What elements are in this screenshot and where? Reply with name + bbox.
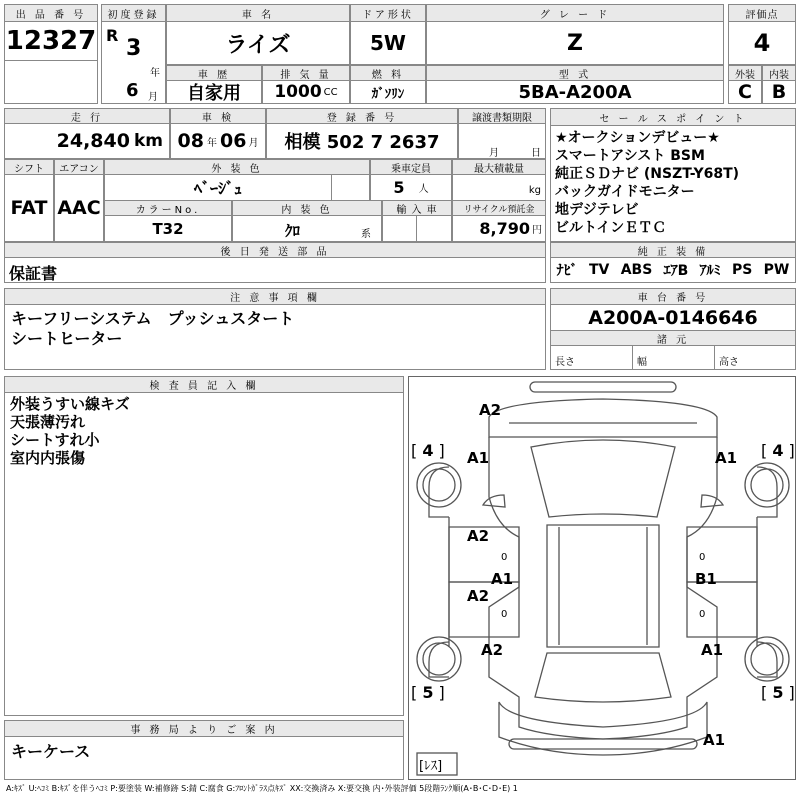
ext-color: ﾍﾞｰｼﾞｭ [104,174,332,201]
displacement-cell [262,80,350,104]
insp-month-unit: 月 [248,137,259,149]
color-no: T32 [104,215,232,242]
sales-line: ビルトインＥＴＣ [555,220,667,236]
tire-depth: [ 4 ] [411,441,445,460]
import-blank-1 [382,215,417,242]
capacity-unit: 人 [418,184,429,195]
reg-number: 相模 502 7 2637 [266,123,458,159]
damage-mark: A1 [467,449,490,467]
mileage-unit: km [133,131,163,151]
chassis-number: A200A-0146646 [550,304,796,331]
tire-depth-value: 5 [772,683,784,702]
insp-year: 08 [177,130,204,152]
office-text: キーケース [11,742,91,761]
model: 5BA-A200A [426,80,724,104]
office-body [4,736,404,780]
height-label: 高さ [719,357,739,368]
mileage-label: 走 行 [4,108,170,124]
score: 4 [728,21,796,65]
car-diagram [408,376,796,780]
capacity: 5 [393,178,405,197]
dims-label: 諸 元 [550,330,796,346]
fuel-label: 燃 料 [350,65,426,81]
import-label: 輸 入 車 [382,200,452,216]
int-color: ｸﾛ [285,222,301,240]
header-section [4,4,796,104]
grade-label: グ レ ー ド [426,4,724,22]
first-reg-label: 初度登録 [101,4,166,22]
inspection-label: 車 検 [170,108,266,124]
int-color-label: 内 装 色 [232,200,382,216]
tire-depth-value: 5 [422,683,434,702]
grade: Z [426,21,724,65]
shift: FAT [4,174,54,242]
inspector-line: 外装うすい線キズ [10,395,130,413]
lot-number: 12327 [4,21,98,61]
reg-year-unit: 年 [150,68,160,79]
damage-mark: A2 [481,641,504,659]
inspector-line: 天張薄汚れ [10,413,86,431]
damage-mark: A2 [479,401,502,419]
score-label: 評価点 [728,4,796,22]
history-label: 車 歴 [166,65,262,81]
reg-year: 3 [126,36,142,61]
tire-depth: [ 5 ] [761,683,795,702]
notes-label: 注 意 事 項 欄 [4,288,546,305]
mileage-cell [4,123,170,159]
sales-line: ★オークションデビュー★ [555,130,720,146]
reg-label: 登 録 番 号 [266,108,458,124]
interior-grade: B [762,80,796,104]
transfer-label: 譲渡書類期限 [458,108,546,124]
fuel: ｶﾞｿﾘﾝ [350,80,426,104]
door-zero: 0 [699,552,706,563]
displacement-unit: CC [323,86,338,98]
recycle-cell [452,215,546,242]
inspector-label: 検 査 員 記 入 欄 [4,376,404,393]
insp-month: 06 [220,130,247,152]
equipment-list [550,257,796,283]
damage-mark: A1 [715,449,738,467]
exterior-label: 外装 [728,65,762,81]
length-label: 長さ [555,357,575,368]
damage-mark: A2 [467,587,490,605]
int-color-cell [232,215,382,242]
door-label: ドア形状 [350,4,426,22]
door-type: 5W [350,21,426,65]
recycle-unit: 円 [532,225,542,236]
mileage: 24,840 [56,130,130,152]
door-zero: 0 [699,609,706,620]
sales-line: スマートアシスト BSM [555,148,705,164]
later-parts: 保証書 [9,264,58,283]
ext-color-label: 外 装 色 [104,159,370,175]
damage-mark: B1 [695,570,717,588]
reg-month: 6 [126,80,139,101]
damage-mark: A2 [467,527,490,545]
details-section [4,108,546,283]
recycle-label: リサイクル預託金 [452,200,546,216]
displacement: 1000 [274,82,322,102]
interior-label: 内装 [762,65,796,81]
damage-mark: A1 [701,641,724,659]
chassis-label: 車 台 番 号 [550,288,796,305]
transfer-cell [458,123,546,159]
door-zero: 0 [501,609,508,620]
equipment-item: PS [731,262,753,278]
equipment-item: PW [763,262,790,278]
transfer-day-unit: 日 [531,148,541,159]
displacement-label: 排 気 量 [262,65,350,81]
inspector-body [4,392,404,716]
era: R [106,26,119,45]
sales-label: セ ー ル ス ポ イ ン ト [550,108,796,126]
door-zero: 0 [501,552,508,563]
equipment-item: ｱﾙﾐ [699,263,721,279]
later-cell [4,257,546,283]
legend: A:ｷｽﾞ U:ﾍｺﾐ B:ｷｽﾞを伴うﾍｺﾐ P:要塗装 W:補修跡 S:錆 C:腐食 G:ﾌﾛﾝﾄｶﾞﾗｽ点ｷｽﾞ XX:交換済み X:要交換 内･外装評価 5段階ﾗﾝｸ順(A･B･C･D･E) 1 [6,784,518,793]
import-blank-2 [416,215,452,242]
tire-depth-value: 4 [772,441,784,460]
int-color-unit: 系 [361,229,371,240]
reg-month-unit: 月 [148,92,158,103]
first-reg-cell [101,21,166,104]
office-label: 事 務 局 よ り ご 案 内 [4,720,404,737]
sales-line: 純正ＳＤナビ (NSZT-Y68T) [555,166,740,182]
capacity-label: 乗車定員 [370,159,452,175]
tire-depth-value: 4 [422,441,434,460]
car-outline [409,377,796,780]
ext-color-blank [331,174,370,201]
sales-points [550,125,796,242]
capacity-cell [370,174,452,201]
car-name-label: 車 名 [166,4,350,22]
damage-mark: A1 [703,731,726,749]
ac-label: エアコン [54,159,104,175]
length-cell [550,345,633,370]
height-cell [714,345,796,370]
color-no-label: カラーNo. [104,200,232,216]
lot-label: 出 品 番 号 [4,4,98,22]
tire-depth: [ 5 ] [411,683,445,702]
car-name: ライズ [166,21,350,65]
spare-tire-value: ﾚｽ [424,759,438,774]
recycle: 8,790 [479,219,530,238]
transfer-month-unit: 月 [489,148,499,159]
tire-depth: [ 4 ] [761,441,795,460]
equipment-item: ABS [620,262,653,278]
ac: AAC [54,174,104,242]
inspector-line: シートすれ小 [10,431,100,449]
later-label: 後 日 発 送 部 品 [4,242,546,258]
notes-line: キーフリーシステム プッシュスタート [11,309,295,328]
inspector-line: 室内内張傷 [10,449,86,467]
max-load-unit: kg [528,185,541,196]
history: 自家用 [166,80,262,104]
exterior-grade: C [728,80,762,104]
width-label: 幅 [637,357,647,368]
insp-year-unit: 年 [207,137,217,149]
max-load-cell [452,174,546,201]
sales-line: 地デジテレビ [555,202,639,218]
sales-line: バックガイドモニター [555,184,695,200]
notes-line: シートヒーター [11,329,123,348]
inspection-cell [170,123,266,159]
max-load-label: 最大積載量 [452,159,546,175]
lot-blank [4,60,98,104]
equipment-item: TV [588,262,610,278]
damage-mark: A1 [491,570,514,588]
width-cell [632,345,715,370]
equipment-item: ﾅﾋﾞ [556,263,578,279]
model-label: 型 式 [426,65,724,81]
equipment-item: ｴｱB [663,263,689,279]
spare-tire: [ﾚｽ] [419,759,443,774]
shift-label: シフト [4,159,54,175]
notes-body [4,304,546,370]
equipment-label: 純 正 装 備 [550,242,796,258]
